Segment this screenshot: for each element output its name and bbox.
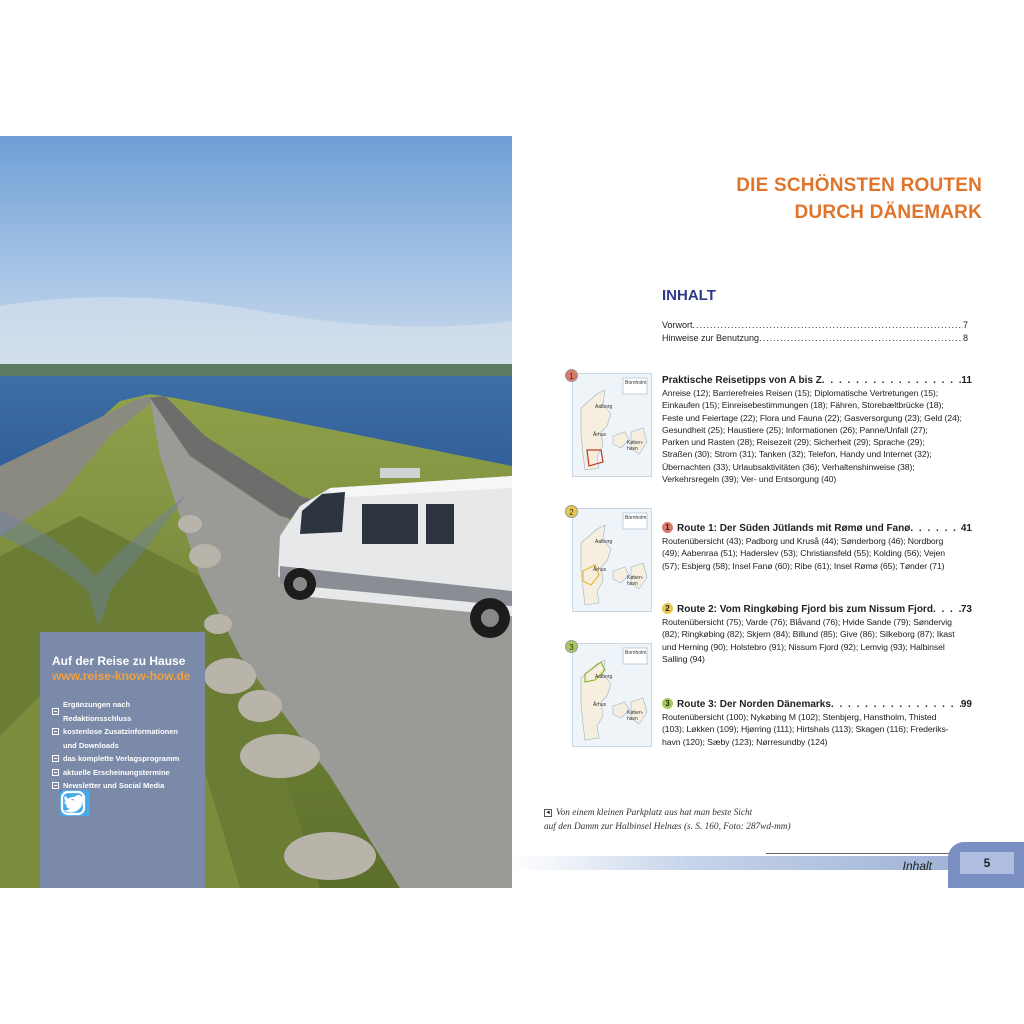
social-links bbox=[60, 790, 150, 816]
toc-section-body: Routenübersicht (43); Padborg und Kruså (44); Sønderborg (46); Nordborg (49); Aabenraa (51); Haderslev (53); Christiansfeld (55); Kolding (56); Vejen (57); Esbjerg (58); Insel Fanø (60); Ribe (61); Insel Rømø (65); Tønder (71) bbox=[662, 536, 945, 571]
svg-text:Køben-: Køben- bbox=[627, 710, 644, 716]
svg-text:Århus: Århus bbox=[593, 567, 607, 573]
svg-text:Aalborg: Aalborg bbox=[595, 404, 613, 410]
photo-caption: ◄ Von einem kleinen Parkplatz aus hat man beste Sicht auf den Damm zur Halbinsel Helnæs (s. S. 160, Foto: 287wd-mm) bbox=[544, 808, 791, 832]
svg-text:Århus: Århus bbox=[593, 432, 607, 438]
route-badge: 2 bbox=[662, 603, 673, 614]
page-number: 5 bbox=[960, 852, 1014, 874]
svg-text:Bornholm: Bornholm bbox=[625, 380, 647, 386]
footer-rule bbox=[766, 853, 956, 854]
map-thumbnail-denmark-1 bbox=[572, 373, 652, 477]
section-badge-2: 2 bbox=[565, 505, 578, 518]
book-title-line-2: DURCH DÄNEMARK bbox=[794, 202, 982, 223]
map-thumbnail-denmark-3 bbox=[572, 643, 652, 747]
svg-text:Bornholm: Bornholm bbox=[625, 650, 647, 656]
cover-photo bbox=[0, 136, 512, 888]
contents-page bbox=[512, 136, 1024, 888]
route-badge: 3 bbox=[662, 698, 673, 709]
toc-section-body: Anreise (12); Barrierefreies Reisen (15); Diplomatische Vertretungen (15); Einkaufen (15); Einreisebestimmungen (18); Fähren, Storebæltbrücke (18); Feste und Feiertage (22); Flora und Fauna (22); Gasversorgung (23); Geld (24); Gesundheit (25); Haustiere (25); Informationen (26); Panne/Unfall (27); Parken und Rasten (28); Reisezeit (29); Sicherheit (29); Sprache (29); Straßen (30); Strom (31); Tanken (32); Telefon, Handy und Internet (32); Übernachten (33); Urlaubsaktivitäten (36); Verhaltenshinweise (38); Verkehrsregeln (39); Ver- und Entsorgung (40) bbox=[662, 388, 962, 485]
svg-text:Aalborg: Aalborg bbox=[595, 539, 613, 545]
bullet-box-icon bbox=[52, 708, 59, 715]
twitter-icon[interactable] bbox=[92, 790, 118, 816]
promo-title: Auf der Reise zu Hause bbox=[52, 654, 186, 668]
section-badge-1: 1 bbox=[565, 369, 578, 382]
svg-text:Køben-: Køben- bbox=[627, 575, 644, 581]
bullet-box-icon bbox=[52, 728, 59, 735]
toc-section-title[interactable]: 3 Route 3: Der Norden Dänemarks . . . 99 bbox=[662, 698, 972, 711]
toc-section-route-3 bbox=[662, 698, 972, 748]
bullet-box-icon bbox=[52, 782, 59, 789]
promo-box bbox=[40, 632, 205, 888]
svg-text:Århus: Århus bbox=[593, 702, 607, 708]
bullet-box-icon bbox=[52, 769, 59, 776]
promo-item: Ergänzungen nach Redaktionsschluss bbox=[52, 698, 195, 725]
toc-section-body: Routenübersicht (75); Varde (76); Blåvand (76); Hvide Sande (79); Søndervig (82); Ringkøbing (82); Skjern (84); Billund (85); Give (86); Silkeborg (87); Ikast und Herning (90); Holstebro (91); Nissum Fjord (92); Lemvig (93); Halbinsel Salling (94) bbox=[662, 617, 955, 664]
toc-section-title[interactable]: 1 Route 1: Der Süden Jütlands mit Rømø und Fanø . . . 41 bbox=[662, 522, 972, 535]
promo-item: aktuelle Erscheinungstermine bbox=[52, 766, 195, 780]
running-footer-label: Inhalt bbox=[902, 859, 932, 873]
book-title-line-1: DIE SCHÖNSTEN ROUTEN bbox=[736, 175, 982, 196]
svg-text:Bornholm: Bornholm bbox=[625, 515, 647, 521]
toc-section-route-1 bbox=[662, 522, 972, 572]
promo-item: das komplette Verlagsprogramm bbox=[52, 752, 195, 766]
toc-entry-usage-notes[interactable]: Hinweise zur Benutzung ..... 8 bbox=[662, 332, 968, 345]
toc-section-travel-tips bbox=[662, 374, 972, 485]
toc-heading: INHALT bbox=[662, 287, 716, 304]
map-thumbnail-denmark-2 bbox=[572, 508, 652, 612]
promo-item: kostenlose Zusatzinformationen bbox=[52, 725, 195, 739]
svg-text:havn: havn bbox=[627, 716, 638, 722]
promo-item: und Downloads bbox=[63, 740, 119, 750]
section-badge-3: 3 bbox=[565, 640, 578, 653]
photo-reference-icon: ◄ bbox=[545, 810, 551, 816]
svg-text:havn: havn bbox=[627, 446, 638, 452]
toc-entry-foreword[interactable]: Vorwort ..... 7 bbox=[662, 319, 968, 332]
svg-text:Aalborg: Aalborg bbox=[595, 674, 613, 680]
toc-section-body: Routenübersicht (100); Nykøbing M (102); Stenbjerg, Hanstholm, Thisted (103); Løkken (109); Hjørring (111); Hirtshals (113); Skagen (116); Frederiks- havn (120); Sæby (123); Nørresundby (124) bbox=[662, 712, 949, 747]
instagram-icon[interactable] bbox=[124, 790, 150, 816]
svg-text:havn: havn bbox=[627, 581, 638, 587]
bullet-box-icon bbox=[52, 755, 59, 762]
toc-section-title[interactable]: 2 Route 2: Vom Ringkøbing Fjord bis zum Nissum Fjord . . . 73 bbox=[662, 603, 972, 616]
svg-text:Køben-: Køben- bbox=[627, 440, 644, 446]
book-title bbox=[736, 172, 982, 226]
route-badge: 1 bbox=[662, 522, 673, 533]
promo-item: Newsletter und Social Media bbox=[52, 779, 195, 793]
toc-section-title[interactable]: Praktische Reisetipps von A bis Z . . . 11 bbox=[662, 374, 972, 387]
promo-url[interactable]: www.reise-know-how.de bbox=[52, 669, 191, 683]
toc-section-route-2 bbox=[662, 603, 972, 665]
